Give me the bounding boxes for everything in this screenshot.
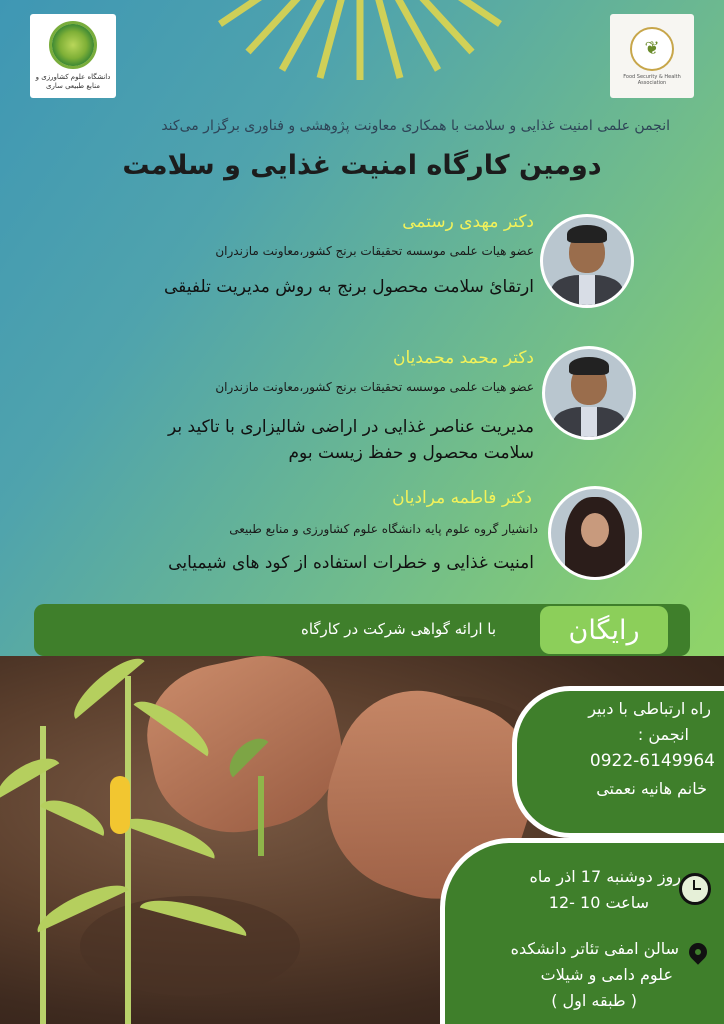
speaker-2-name: دکتر محمد محمدیان	[392, 348, 534, 368]
contact-line-2: انجمن :	[637, 725, 689, 744]
association-emblem-icon: ❦	[630, 27, 674, 71]
speaker-2-photo	[542, 346, 636, 440]
university-emblem-icon	[49, 21, 97, 69]
certificate-note: با ارائه گواهی شرکت در کارگاه	[300, 620, 496, 638]
event-date: روز دوشنبه 17 اذر ماه	[529, 867, 681, 886]
event-place-line-2: علوم دامی و شیلات	[540, 965, 673, 984]
page-title: دومین کارگاه امنیت غذایی و سلامت	[122, 150, 602, 181]
university-logo	[30, 14, 116, 98]
contact-line-1: راه ارتباطی با دبیر	[588, 699, 711, 718]
free-badge: رایگان	[540, 606, 668, 654]
speaker-1-photo	[540, 214, 634, 308]
intro-text: انجمن علمی امنیت غذایی و سلامت با همکاری معاونت پژوهشی و فناوری برگزار می‌کند	[161, 118, 670, 134]
speaker-3-affiliation: دانشیار گروه علوم پایه دانشگاه علوم کشاورزی و منابع طبیعی	[229, 522, 538, 536]
free-banner	[34, 604, 690, 656]
association-logo-text: Food Security & Health Association	[623, 73, 681, 86]
speaker-2-topic-line-1: مدیریت عناصر غذایی در اراضی شالیزاری با تاکید بر	[168, 417, 534, 437]
speaker-3-name: دکتر فاطمه مرادیان	[392, 488, 532, 508]
sun-rays-decoration	[200, 0, 520, 90]
speaker-3-topic: امنیت غذایی و خطرات استفاده از کود های شیمیایی	[168, 553, 534, 573]
contact-card	[512, 686, 724, 838]
speaker-1-topic: ارتقائ سلامت محصول برنج به روش مدیریت تلفیقی	[164, 277, 534, 297]
corn-cob-icon	[110, 776, 130, 834]
association-logo	[610, 14, 694, 98]
location-pin-icon	[685, 939, 710, 964]
event-place-line-1: سالن امفی تئاتر دانشکده	[510, 939, 679, 958]
event-details-card	[440, 838, 724, 1024]
university-logo-text: دانشگاه علوم کشاورزی و منابع طبیعی ساری	[35, 73, 111, 90]
speaker-2-topic-line-2: سلامت محصول و حفظ زیست بوم	[288, 443, 534, 463]
speaker-1-affiliation: عضو هیات علمی موسسه تحقیقات برنج کشور،معاونت مازندران	[215, 244, 534, 258]
speaker-2-affiliation: عضو هیات علمی موسسه تحقیقات برنج کشور،معاونت مازندران	[215, 380, 534, 394]
event-time: ساعت 10 -12	[548, 893, 649, 912]
contact-phone[interactable]: 0922-6149964	[589, 751, 715, 771]
speaker-3-photo	[548, 486, 642, 580]
clock-icon	[679, 873, 711, 905]
speaker-1-name: دکتر مهدی رستمی	[402, 212, 534, 232]
contact-person: خانم هانیه نعمتی	[596, 779, 707, 798]
event-place-line-3: ( طبقه اول )	[551, 991, 637, 1010]
